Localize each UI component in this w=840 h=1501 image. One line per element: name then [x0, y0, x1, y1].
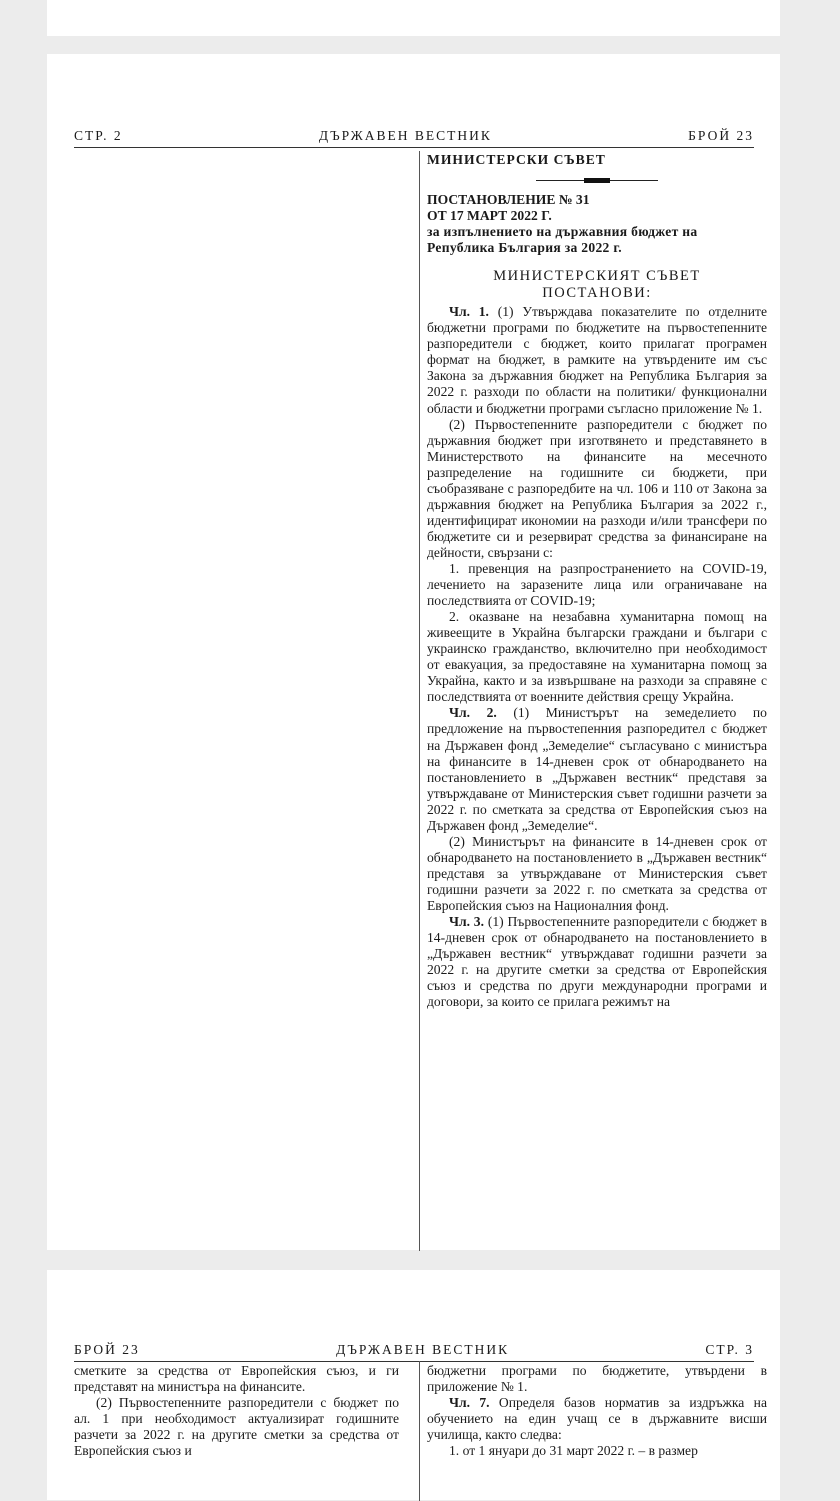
title-ornament	[536, 176, 658, 186]
article-paragraph: сметките за средства от Европейския съюз, и ги представят на министъра на финансите.	[74, 1363, 399, 1395]
column-divider	[419, 1361, 420, 1501]
article-paragraph: Чл. 1. (1) Утвърждава показателите по отделните бюджетни програми по бюджетите на първостепенните разпоредители с бюджет, които прилагат програмен формат на бюджет, в рамките на утвърдените им със Закона за държавния бюджет на Република България за 2022 г. разходи по области на политики/ функционални области и бюджетни програми съгласно приложение № 1.	[427, 304, 767, 416]
decree-line-2: ПОСТАНОВИ:	[542, 285, 652, 302]
header-divider	[74, 1361, 754, 1362]
page-2	[47, 54, 780, 1250]
right-column	[427, 1363, 767, 1459]
article-paragraph: Чл. 2. (1) Министърът на земеделието по предложение на първостепенния разпоредител с бюджет на Държавен фонд „Земеделие“ съгласувано с министъра на финансите в 14-дневен срок от обнародването на постановлението в „Държавен вестник“ представя за утвърждаване от Министерския съвет годишни разчети за 2022 г. по сметката за средства от Европейския съюз на Държавен фонд „Земеделие“.	[427, 705, 767, 833]
page-header	[74, 1342, 754, 1358]
article-paragraph: бюджетни програми по бюджетите, утвърдени в приложение № 1.	[427, 1363, 767, 1395]
header-gazette-title: ДЪРЖАВЕН ВЕСТНИК	[318, 128, 492, 143]
decree-line-1: МИНИСТЕРСКИЯТ СЪВЕТ	[493, 268, 701, 285]
section-title: МИНИСТЕРСКИ СЪВЕТ	[427, 152, 606, 167]
column-divider	[419, 151, 420, 1251]
act-date: ОТ 17 МАРТ 2022 Г.	[427, 208, 552, 224]
article-paragraph: 1. от 1 януари до 31 март 2022 г. – в размер	[449, 1443, 698, 1459]
header-divider	[74, 147, 754, 148]
article-paragraph: 1. превенция на разпространението на COVID-19, лечението на заразените лица или ограничаване на последствията от COVID-19;	[427, 560, 767, 609]
act-title: ПОСТАНОВЛЕНИЕ № 31	[427, 192, 590, 208]
page-header	[74, 128, 754, 144]
header-issue-number: БРОЙ 23	[688, 128, 754, 143]
article-paragraph: Чл. 3. (1) Първостепенните разпоредители с бюджет в 14-дневен срок от обнародването на постановлението в „Държавен вестник“ утвърждават годишни разчети за 2022 г. на другите сметки за средства от Европейския съюз и средства по други международни програми и договори, за които се прилага режимът на	[427, 914, 767, 1010]
act-subtitle-2: Република България за 2022 г.	[427, 240, 622, 256]
article-paragraph: Чл. 7. Определя базов норматив за издръжка на обучението на един учащ се в държавните висши училища, както следва:	[427, 1395, 767, 1443]
header-page-number: СТР. 2	[74, 128, 123, 143]
article-paragraph: (2) Първостепенните разпоредители с бюджет по ал. 1 при необходимост актуализират годишните разчети за 2022 г. на другите сметки за средства от Европейския съюз и	[74, 1395, 399, 1459]
previous-page	[47, 0, 780, 36]
header-gazette-title: ДЪРЖАВЕН ВЕСТНИК	[336, 1342, 510, 1357]
article-paragraph: 2. оказване на незабавна хуманитарна помощ на живеещите в Украйна български граждани и българи с украинско гражданство, включително при необходимост от евакуация, за предоставяне на хуманитарна помощ за Украйна, както и за извършване на разходи за справяне с последствията от военните действия срещу Украйна.	[427, 609, 767, 705]
article-paragraph: (2) Първостепенните разпоредители с бюджет по държавния бюджет при изготвянето и представянето в Министерството на финансите на месечното разпределение на годишните си бюджети, при съобразяване с разпоредбите на чл. 106 и 110 от Закона за държавния бюджет на Република България за 2022 г., идентифицират икономии на разходи и/или трансфери по бюджетите си и резервират средства за финансиране на дейности, свързани с:	[427, 416, 767, 560]
left-column	[74, 1363, 399, 1459]
header-page-number: СТР. 3	[705, 1342, 754, 1357]
right-column	[427, 152, 767, 1010]
header-issue-number: БРОЙ 23	[74, 1342, 140, 1357]
article-paragraph: (2) Министърът на финансите в 14-дневен срок от обнародването на постановлението в „Държавен вестник“ представя за утвърждаване от Министерския съвет годишни разчети за 2022 г. по сметката за средства от Европейския съюз на Националния фонд.	[427, 833, 767, 913]
act-subtitle-1: за изпълнението на държавния бюджет на	[427, 224, 698, 240]
page-3	[47, 1270, 780, 1500]
